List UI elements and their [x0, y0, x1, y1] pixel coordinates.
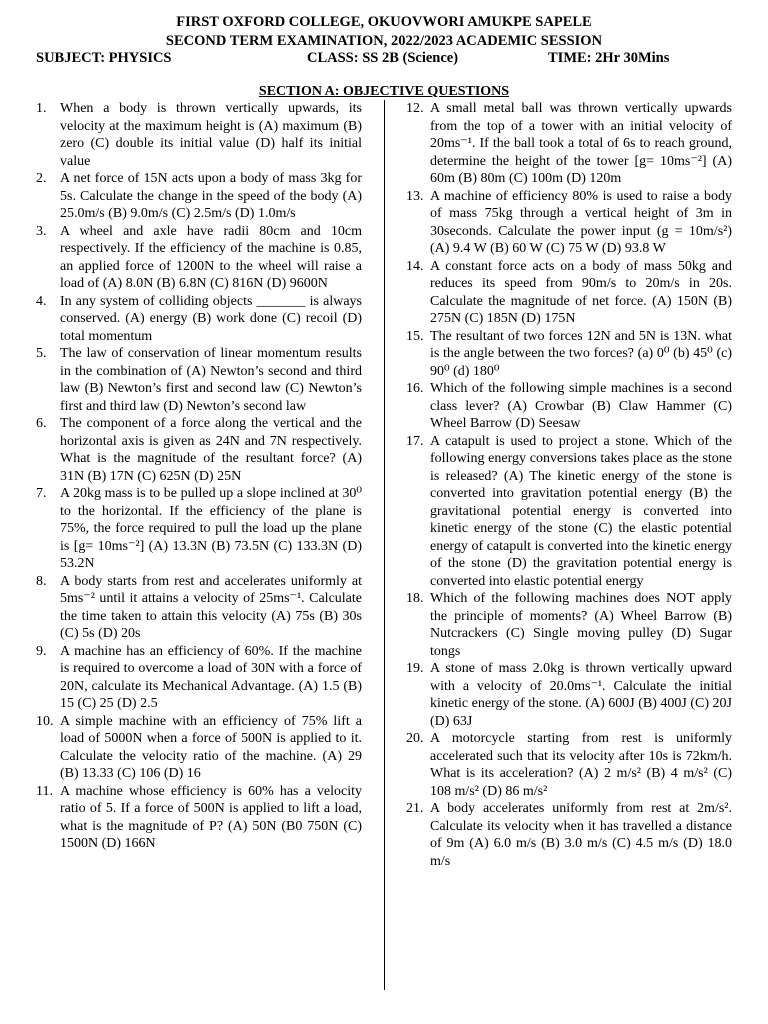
question-number: 1.: [36, 101, 47, 116]
question-item: [36, 783, 362, 853]
right-question-column: [406, 100, 732, 870]
question-item: [406, 800, 732, 870]
question-text: A machine has an efficiency of 60%. If the machine is required to overcome a load of 30N with a force of 20N, calculate its Mechanical Advantage. (A) 1.5 (B) 15 (C) 25 (D) 2.5: [60, 643, 362, 711]
question-item: [406, 730, 732, 800]
question-number: 16.: [406, 381, 424, 396]
question-number: 20.: [406, 731, 424, 746]
question-text: The component of a force along the vertical and the horizontal axis is given as 24N and 7N respectively. What is the magnitude of the resultant force? (A) 31N (B) 17N (C) 625N (D) 25N: [60, 416, 362, 484]
section-title: SECTION A: OBJECTIVE QUESTIONS: [258, 84, 510, 99]
question-text: A simple machine with an efficiency of 75% lift a load of 5000N when a force of 500N is applied to it. Calculate the velocity ratio of the machine. (A) 29 (B) 13.33 (C) 106 (D) 16: [60, 713, 362, 781]
question-text: The resultant of two forces 12N and 5N is 13N. what is the angle between the two forces? (a) 0⁰ (b) 45⁰ (c) 90⁰ (d) 180⁰: [430, 328, 732, 379]
question-text: A body accelerates uniformly from rest at 2m/s². Calculate its velocity when it has travelled a distance of 9m (A) 6.0 m/s (B) 3.0 m/s (C) 4.5 m/s (D) 18.0 m/s: [430, 801, 732, 869]
question-item: [36, 345, 362, 415]
question-item: [406, 188, 732, 258]
question-number: 8.: [36, 573, 47, 589]
question-item: [406, 433, 732, 591]
question-item: [406, 590, 732, 660]
question-item: [36, 170, 362, 223]
question-item: [406, 328, 732, 381]
question-item: [36, 223, 362, 293]
question-number: 14.: [406, 258, 424, 274]
question-text: A catapult is used to project a stone. Which of the following energy conversions takes place as the stone is released? (A) The kinetic energy of the stone is converted into gravitation potential energy (B) the gravitational potential energy is converted into kinetic energy of the stone (C) the elastic potential energy of catapult is converted into the kinetic energy of the stone (D) the gravitation potential energy is converted into elastic potential energy: [430, 433, 732, 589]
question-number: 9.: [36, 643, 47, 659]
question-number: 13.: [406, 188, 424, 204]
question-text: A 20kg mass is to be pulled up a slope inclined at 30⁰ to the horizontal. If the efficiency of the plane is 75%, the force required to pull the load up the plane is [g= 10ms⁻²] (A) 13.3N (B) 73.5N (C) 133.3N (D) 53.2N: [60, 486, 362, 571]
question-number: 18.: [406, 591, 424, 606]
question-text: A stone of mass 2.0kg is thrown vertically upward with a velocity of 20.0ms⁻¹. Calculate the initial kinetic energy of the stone. (A) 600J (B) 400J (C) 20J (D) 63J: [430, 661, 732, 729]
question-text: When a body is thrown vertically upwards, its velocity at the maximum height is (A) maximum (B) zero (C) double its initial value (D) half its initial value: [60, 101, 362, 169]
question-number: 12.: [406, 101, 424, 116]
question-number: 17.: [406, 433, 424, 449]
question-item: [36, 573, 362, 643]
class-label: CLASS: SS 2B (Science): [307, 50, 459, 66]
question-number: 6.: [36, 416, 47, 431]
question-text: In any system of colliding objects _______ is always conserved. (A) energy (B) work done (C) recoil (D) total momentum: [60, 293, 362, 344]
question-number: 3.: [36, 223, 47, 239]
question-number: 4.: [36, 293, 47, 309]
exam-title: SECOND TERM EXAMINATION, 2022/2023 ACADEMIC SESSION: [165, 33, 603, 49]
question-text: A motorcycle starting from rest is uniformly accelerated such that its velocity after 10s is 72km/h. What is its acceleration? (A) 2 m/s² (B) 4 m/s² (C) 108 m/s² (D) 86 m/s²: [430, 731, 732, 799]
question-number: 2.: [36, 171, 47, 186]
question-number: 10.: [36, 713, 54, 729]
question-item: [36, 713, 362, 783]
question-text: The law of conservation of linear momentum results in the combination of (A) Newton’s second and third law (B) Newton’s first and second law (C) Newton’s first and third law (D) Newton’s second law: [60, 346, 362, 414]
column-divider: [384, 100, 385, 990]
question-text: Which of the following simple machines is a second class lever? (A) Crowbar (B) Claw Hammer (C) Wheel Barrow (D) Seesaw: [430, 381, 732, 431]
time-label: TIME: 2Hr 30Mins: [548, 50, 670, 66]
question-number: 21.: [406, 801, 424, 816]
question-number: 5.: [36, 346, 47, 361]
question-item: [406, 380, 732, 433]
left-question-column: [36, 100, 362, 853]
question-item: [36, 100, 362, 170]
question-item: [406, 100, 732, 188]
subject-label: SUBJECT: PHYSICS: [36, 50, 172, 66]
college-name: FIRST OXFORD COLLEGE, OKUOVWORI AMUKPE SAPELE: [176, 14, 592, 30]
question-number: 11.: [36, 783, 53, 799]
question-item: [36, 415, 362, 485]
question-item: [406, 258, 732, 328]
question-text: A constant force acts on a body of mass 50kg and reduces its speed from 90m/s to 20m/s in 20s. Calculate the magnitude of net force. (A) 150N (B) 275N (C) 185N (D) 175N: [430, 258, 732, 326]
question-item: [36, 485, 362, 573]
question-text: A small metal ball was thrown vertically upwards from the top of a tower with an initial velocity of 20ms⁻¹. If the ball took a total of 6s to reach ground, determine the height of the tower [g= 10ms⁻²] (A) 60m (B) 80m (C) 100m (D) 120m: [430, 101, 732, 186]
question-text: Which of the following machines does NOT apply the principle of moments? (A) Wheel Barrow (B) Nutcrackers (C) Single moving pulley (D) Sugar tongs: [430, 591, 732, 659]
question-number: 7.: [36, 486, 47, 501]
question-text: A machine of efficiency 80% is used to raise a body of mass 75kg through a vertical height of 3m in 30seconds. Calculate the power input (g = 10m/s²) (A) 9.4 W (B) 60 W (C) 75 W (D) 93.8 W: [430, 188, 732, 256]
question-item: [36, 643, 362, 713]
question-text: A wheel and axle have radii 80cm and 10cm respectively. If the efficiency of the machine is 0.85, an applied force of 1200N to the wheel will raise a load of (A) 8.0N (B) 6.8N (C) 816N (D) 9600N: [60, 223, 362, 291]
question-text: A net force of 15N acts upon a body of mass 3kg for 5s. Calculate the change in the speed of the body (A) 25.0m/s (B) 9.0m/s (C) 2.5m/s (D) 1.0m/s: [60, 171, 362, 221]
question-number: 15.: [406, 328, 424, 344]
question-text: A machine whose efficiency is 60% has a velocity ratio of 5. If a force of 500N is applied to lift a load, what is the magnitude of P? (A) 50N (B0 750N (C) 1500N (D) 166N: [60, 783, 362, 851]
question-item: [406, 660, 732, 730]
question-item: [36, 293, 362, 346]
question-text: A body starts from rest and accelerates uniformly at 5ms⁻² until it attains a velocity of 25ms⁻¹. Calculate the time taken to attain this velocity (A) 75s (B) 30s (C) 5s (D) 20s: [60, 573, 362, 641]
question-number: 19.: [406, 661, 424, 676]
